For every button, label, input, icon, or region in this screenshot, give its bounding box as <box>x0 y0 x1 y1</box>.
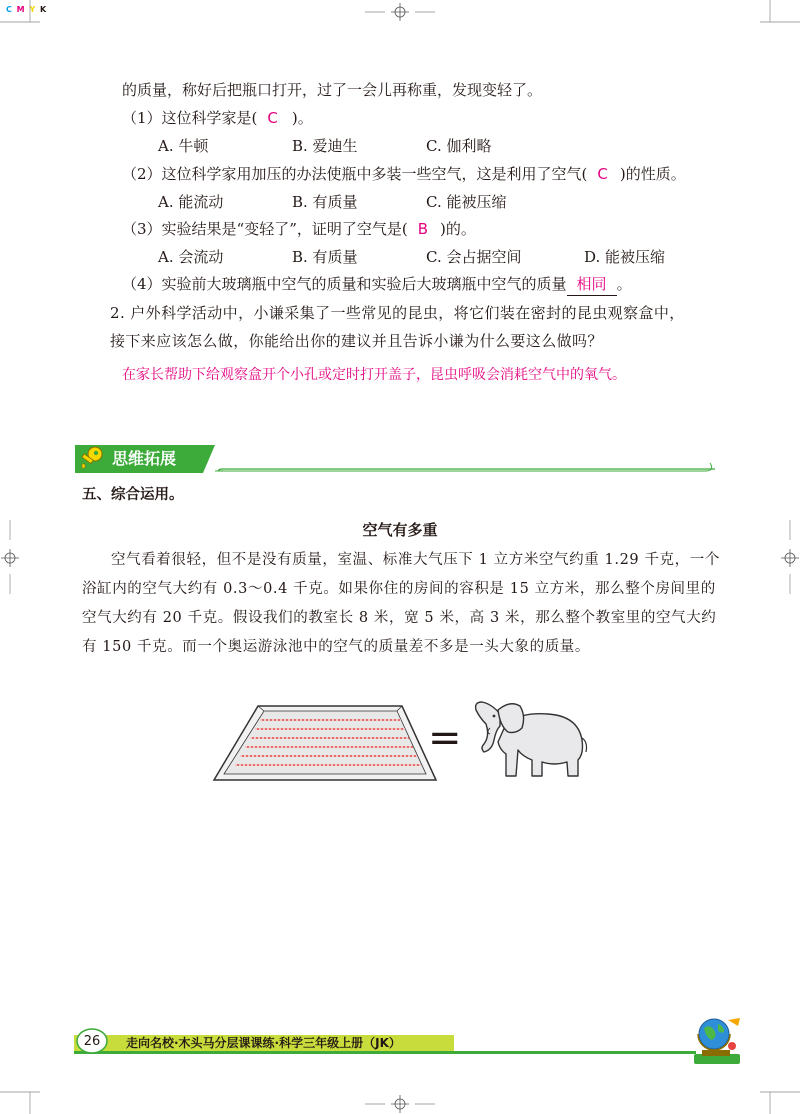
q1-sub1-close: )。 <box>291 109 313 127</box>
q1-sub1-answer: C <box>267 109 278 127</box>
q1-sub4-text: （4）实验前大玻璃瓶中空气的质量和实验后大玻璃瓶中空气的质量 <box>122 275 567 293</box>
q1-sub2-option-c: C. 能被压缩 <box>426 193 507 211</box>
q1-sub1-option-a: A. 牛顿 <box>158 137 209 155</box>
q1-sub3-option-c: C. 会占据空间 <box>426 248 522 266</box>
q1-sub2-close: )的性质。 <box>619 165 686 183</box>
q1-sub2 <box>122 163 686 185</box>
q1-sub3-option-d: D. 能被压缩 <box>584 248 666 266</box>
article-title: 空气有多重 <box>362 521 438 539</box>
q1-sub4-close: 。 <box>616 275 632 293</box>
cmyk-y: Y <box>29 5 37 14</box>
elephant-illustration <box>470 694 590 784</box>
article-paragraph: 空气看着很轻，但不是没有质量，室温、标准大气压下 1 立方米空气约重 1.29 千克，一个浴缸内的空气大约有 0.3～0.4 千克。如果你住的房间的容积是 15 立方米，那么整个房间里的空气大约有 20 千克。假设我们的教室长 8 米，宽 5 米，高 3 米，那么整个教室里的空气大约有 150 千克。而一个奥运游泳池中的空气的质量差不多是一头大象的质量。 <box>82 552 720 655</box>
q1-sub1 <box>122 107 313 129</box>
section-banner-title: 思维拓展 <box>112 449 177 468</box>
q1-sub4 <box>122 273 632 296</box>
swimming-pool-illustration <box>212 698 438 784</box>
cmyk-k: K <box>40 5 48 14</box>
q1-sub3-option-b: B. 有质量 <box>292 248 358 266</box>
section-heading: 五、综合运用。 <box>82 487 184 503</box>
key-icon <box>78 444 106 472</box>
q1-sub2-text: （2）这位科学家用加压的办法使瓶中多装一些空气，这是利用了空气( <box>122 165 588 183</box>
q1-sub3-close: )的。 <box>440 220 476 238</box>
q1-sub3 <box>122 218 476 240</box>
cmyk-m: M <box>16 5 26 14</box>
q1-sub2-option-b: B. 有质量 <box>292 193 358 211</box>
q1-sub4-answer: 相同 <box>576 275 607 293</box>
q2-line2: 接下来应该怎么做，你能给出你的建议并且告诉小谦为什么要这么做吗？ <box>110 332 603 350</box>
q1-intro-line: 的质量，称好后把瓶口打开，过了一会儿再称重，发现变轻了。 <box>122 81 543 99</box>
q2-line1: 2. 户外科学活动中，小谦采集了一些常见的昆虫，将它们装在密封的昆虫观察盒中， <box>110 304 685 322</box>
globe-logo-icon <box>690 1016 746 1068</box>
q1-sub3-answer: B <box>417 220 429 238</box>
q2-answer: 在家长帮助下给观察盒开个小孔或定时打开盖子，昆虫呼吸会消耗空气中的氧气。 <box>122 367 626 383</box>
q1-sub1-option-b: B. 爱迪生 <box>292 137 358 155</box>
q1-sub2-answer: C <box>597 165 608 183</box>
q1-sub2-option-a: A. 能流动 <box>158 193 224 211</box>
page-number: 26 <box>83 1034 101 1049</box>
q1-sub4-answer-blank <box>567 273 617 296</box>
cmyk-c: C <box>6 5 13 14</box>
equals-sign: = <box>428 715 462 761</box>
q1-sub3-text: （3）实验结果是“变轻了”，证明了空气是( <box>122 220 408 238</box>
q1-sub1-text: （1）这位科学家是( <box>122 109 258 127</box>
q1-sub1-option-c: C. 伽利略 <box>426 137 492 155</box>
footer-series-title: 走向名校·木头马分层课课练·科学三年级上册（JK） <box>126 1036 401 1050</box>
q1-sub3-option-a: A. 会流动 <box>158 248 224 266</box>
